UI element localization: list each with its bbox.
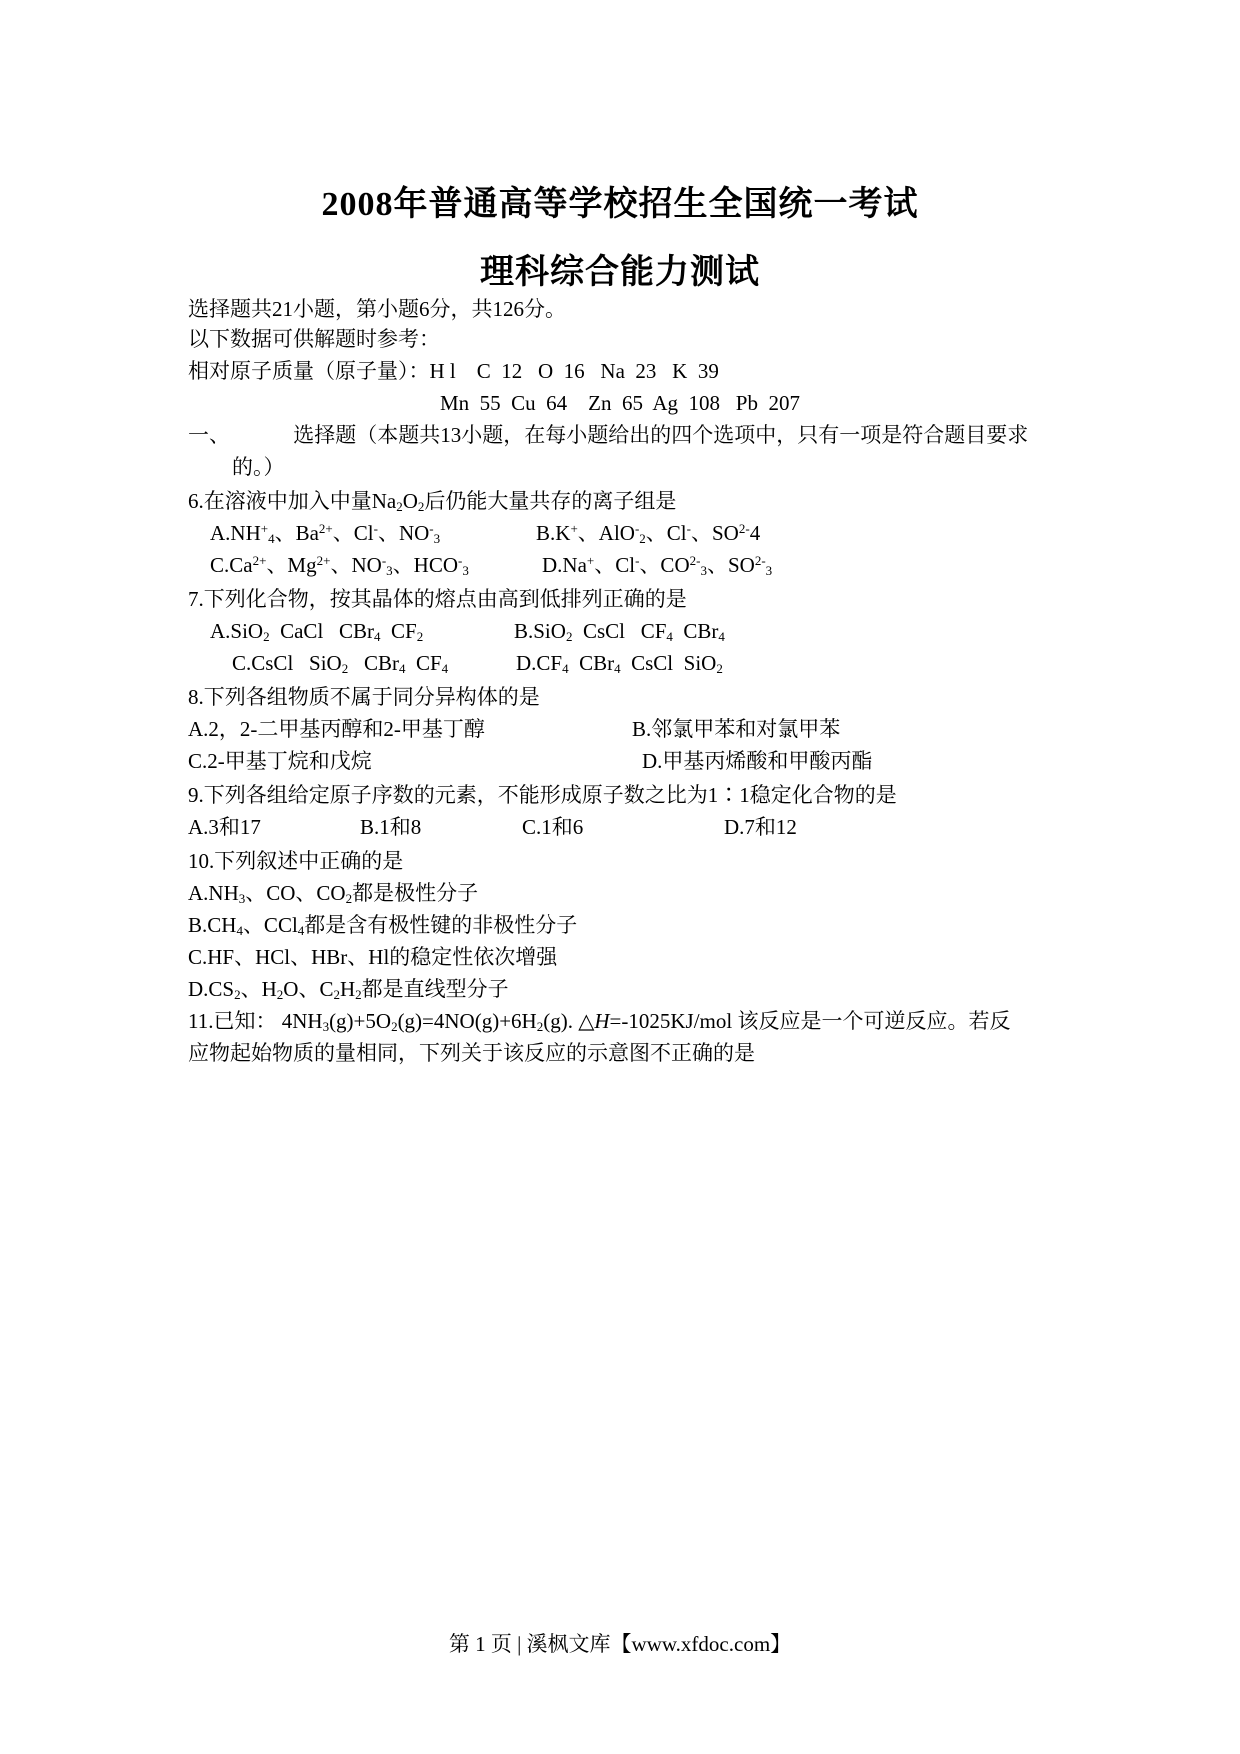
q6-option-a: $A.NH^+_4$、$Ba^{2+}$、Cl-、$NO^-_3$ (210, 521, 441, 546)
q8-option-d: D.甲基丙烯酸和甲酸丙酯 (642, 749, 873, 773)
q8-stem: 8.下列各组物质不属于同分异构体的是 (188, 685, 540, 709)
q6-stem: 6.在溶液中加入中量$Na_2O_2$后仍能大量共存的离子组是 (188, 489, 677, 514)
q10-option-a: $A.NH_3$、CO、$CO_2$都是极性分子 (188, 881, 479, 906)
section-heading (188, 420, 1068, 450)
q7-option-b: B.SiO$_2$ CsCl $CF_4$ CBr$_4$ (514, 619, 725, 644)
q10-option-d: $D.CS_2$、$H_2O$、$C_2H_2$都是直线型分子 (188, 977, 509, 1002)
q10-option-b: $B.CH_4$、CCl$_4$都是含有极性键的非极性分子 (188, 913, 578, 938)
q7-stem: 7.下列化合物，按其晶体的熔点由高到低排列正确的是 (188, 587, 687, 611)
q11-stem: 11.已知： $4NH_3(g)+5O_2(g)=4NO(g)+6H_2(g)$. △H=-1025KJ/mol 该反应是一个可逆反应。若反 (188, 1009, 1011, 1034)
q9-option-a: A.3和17 (188, 815, 261, 839)
q9-option-b: B.1和8 (360, 815, 422, 839)
atomic-mass-line-2: Mn 55 Cu 64 Zn 65 Ag 108 Pb 207 (440, 391, 800, 415)
q10-stem: 10.下列叙述中正确的是 (188, 849, 404, 873)
q8-option-b: B.邻氯甲苯和对氯甲苯 (632, 717, 841, 741)
exam-subtitle: 理科综合能力测试 (480, 254, 760, 291)
q7-option-c: C.CsCl SiO$_2$ CBr$_4$ $CF_4$ (232, 651, 449, 676)
q6-option-d: D.Na+、Cl-、$CO^{2-}_3$、$SO^{2-}_3$ (542, 553, 773, 578)
section-heading-cont: 的。） (232, 455, 285, 479)
intro-line-1: 选择题共21小题，第小题6分，共126分。 (188, 297, 566, 321)
page-footer: 第 1 页 | 溪枫文库【www.xfdoc.com】 (448, 1632, 792, 1656)
q11-stem-cont: 应物起始物质的量相同，下列关于该反应的示意图不正确的是 (188, 1041, 755, 1065)
q8-option-a: A.2，2-二甲基丙醇和2-甲基丁醇 (188, 717, 485, 741)
q6-option-b: B.K+、AlO-$_2$、Cl-、$SO^{2-}4$ (536, 521, 761, 546)
q9-stem: 9.下列各组给定原子序数的元素，不能形成原子数之比为1∶1稳定化合物的是 (188, 783, 897, 807)
q9-option-d: D.7和12 (724, 815, 797, 839)
q6-option-c: $C.Ca^{2+}$、$Mg^{2+}$、$NO^-_3$、$HCO^-_3$ (210, 553, 469, 578)
q9-option-c: C.1和6 (522, 815, 584, 839)
exam-title: 2008年普通高等学校招生全国统一考试 (321, 186, 919, 223)
atomic-mass-line-1: 相对原子质量（原子量）：H l C 12 O 16 Na 23 K 39 (188, 359, 719, 383)
q8-option-c: C.2-甲基丁烷和戊烷 (188, 749, 372, 773)
section-heading-text: 选择题（本题共13小题，在每小题给出的四个选项中，只有一项是符合题目要求 (293, 423, 1029, 447)
section-number: 一、 (188, 423, 230, 447)
intro-line-2: 以下数据可供解题时参考： (188, 327, 440, 351)
q10-option-c: C.HF、HCl、HBr、Hl的稳定性依次增强 (188, 945, 558, 969)
q7-option-a: A.SiO$_2$ CaCl CBr$_4$ $CF_2$ (210, 619, 424, 644)
q7-option-d: $D.CF_4$ CBr$_4$ CsCl SiO$_2$ (516, 651, 723, 676)
